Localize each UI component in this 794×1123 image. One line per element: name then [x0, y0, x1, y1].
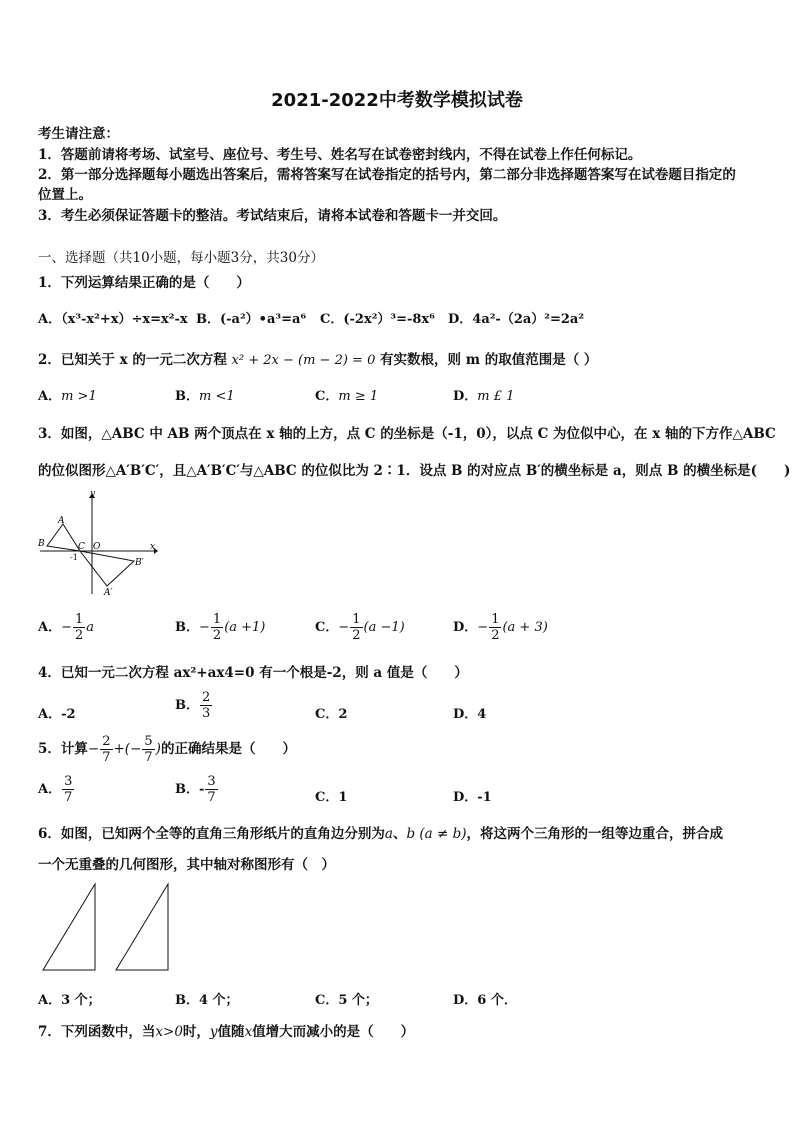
q2-option-c-label: C．: [315, 389, 339, 404]
q2-stem-post: 有实数根，则 m 的取值范围是（ ）: [380, 352, 598, 368]
right-triangle-1: [43, 884, 95, 970]
q3-c-den: 2: [352, 628, 361, 643]
q5-b-num: 3: [207, 774, 216, 789]
page-title: 2021-2022中考数学模拟试卷: [271, 90, 523, 111]
q5-stem: [38, 734, 296, 765]
q4-b-den: 3: [202, 706, 211, 721]
q7-x: x: [244, 1024, 253, 1040]
notice-item-3: 3．考生必须保证答题卡的整洁。考试结束后，请将本试卷和答题卡一并交回。: [38, 208, 507, 224]
notice-item-2-cont: 位置上。: [38, 187, 92, 203]
q5-option-d: D．-1: [453, 790, 492, 805]
q4-option-d: D．4: [453, 707, 487, 722]
q4-option-a: A．-2: [38, 707, 76, 722]
q5-d2: 7: [144, 750, 153, 765]
q6-stem-line2: 一个无重叠的几何图形，其中轴对称图形有（ ）: [38, 857, 335, 873]
q5-option-b: [175, 774, 219, 805]
q3-b-den: 2: [212, 628, 222, 643]
q1-stem: 1．下列运算结果正确的是（ ）: [38, 275, 250, 291]
q3-option-b-label: B．: [175, 620, 199, 635]
q5-plus: +(−: [113, 741, 142, 757]
q5-d1: 7: [102, 750, 111, 765]
q5-close: ): [155, 741, 161, 757]
right-triangle-2: [116, 884, 168, 970]
q6-line1-post: ，将这两个三角形的一组等边重合，拼合成: [466, 826, 724, 842]
q3-b-minus: −: [199, 620, 210, 635]
q4-stem: 4．已知一元二次方程 ax²+ax4=0 有一个根是-2，则 a 值是（ ）: [38, 665, 468, 681]
label-o: O: [93, 542, 101, 552]
q2-stem: [38, 348, 597, 368]
triangle-abc: [47, 524, 80, 551]
label-bp: B′: [135, 558, 144, 568]
q6-option-c: C．5 个；: [315, 993, 378, 1008]
q3-a-minus: −: [61, 620, 72, 635]
q3-option-b: [175, 612, 265, 643]
q6-line1-pre: 6．如图，已知两个全等的直角三角形纸片的直角边分别为: [38, 826, 385, 842]
label-b: B: [38, 539, 45, 549]
q3-option-c-label: C．: [315, 620, 339, 635]
q4-b-num: 2: [202, 690, 211, 705]
section-heading: 一、选择题（共10小题，每小题3分，共30分）: [38, 250, 324, 266]
q5-b-den: 7: [207, 790, 216, 805]
label-c: C: [78, 542, 85, 552]
q5-n2: 5: [144, 734, 153, 749]
q3-d-minus: −: [477, 620, 489, 635]
q4-b-fraction: [200, 690, 212, 721]
q5-option-a-label: A．: [38, 782, 62, 797]
q6-figure: [38, 880, 178, 974]
q5-option-b-label: B．-: [175, 782, 205, 797]
q1-option-d: D．4a²-（2a）²=2a²: [448, 312, 585, 327]
q1-option-c: C．(-2x²）³=-8x⁶: [320, 312, 435, 327]
q7-mid2: 值随: [217, 1024, 245, 1040]
q6-option-a: A．3 个；: [38, 993, 101, 1008]
q3-figure: [36, 490, 160, 598]
q5-b-fraction: [205, 774, 217, 805]
label-y: y: [90, 490, 96, 499]
q4-option-b: [175, 690, 213, 721]
q1-option-b: B．(-a²）•a³=a⁶: [196, 312, 307, 327]
q1-option-a: A．（x³-x²+x）÷x=x²-x: [38, 312, 188, 327]
q5-a-num: 3: [64, 774, 73, 789]
q3-c-fraction: [350, 612, 362, 643]
q2-option-b: [175, 385, 235, 404]
q3-d-den: 2: [491, 628, 500, 643]
q7-y: y: [209, 1024, 218, 1040]
q3-a-fraction: [73, 612, 85, 643]
q2-option-d: [453, 385, 514, 404]
q2-option-a-label: A．: [38, 389, 62, 404]
label-a: A: [58, 516, 65, 526]
q6-option-b: B．4 个；: [175, 993, 239, 1008]
q2-option-a-text: m >1: [61, 389, 97, 404]
q5-frac-1: [100, 734, 112, 765]
q2-option-c-text: m ≥ 1: [338, 389, 379, 404]
q2-option-d-text: m £ 1: [477, 389, 515, 404]
q3-b-num: 1: [212, 612, 222, 627]
q5-a-den: 7: [64, 790, 73, 805]
q3-stem-line1: 3．如图，△ABC 中 AB 两个顶点在 x 轴的上方，点 C 的坐标是（-1，0），以点 C 为位似中心，在 x 轴的下方作△ABC: [38, 426, 776, 442]
q4-option-b-label: B．: [175, 698, 199, 713]
notice-heading: 考生请注意：: [38, 126, 119, 142]
q6-stem-line1: [38, 822, 723, 842]
q3-option-c-text: (a −1): [363, 620, 405, 635]
q3-a-den: 2: [75, 628, 84, 643]
q5-option-c: C．1: [315, 790, 348, 805]
q2-stem-pre: 2．已知关于 x 的一元二次方程: [38, 352, 227, 368]
q6-option-d: D．6 个．: [453, 993, 517, 1008]
q3-option-a-text: a: [86, 620, 95, 635]
q5-a-fraction: [62, 774, 74, 805]
q3-option-a-label: A．: [38, 620, 62, 635]
q3-option-c: [315, 612, 405, 643]
q3-c-num: 1: [352, 612, 361, 627]
q3-b-fraction: [211, 612, 223, 643]
q6-sep: 、: [392, 826, 407, 842]
q3-d-fraction: [489, 612, 501, 643]
q3-a-num: 1: [75, 612, 84, 627]
q3-option-d: [453, 612, 548, 643]
notice-item-1: 1．答题前请将考场、试室号、座位号、考生号、姓名写在试卷密封线内，不得在试卷上作任何标记。: [38, 147, 642, 163]
triangle-apbpcp: [80, 551, 134, 586]
q5-frac-2: [142, 734, 154, 765]
q3-d-num: 1: [491, 612, 500, 627]
q2-option-a: [38, 385, 97, 404]
label-ap: A′: [104, 588, 113, 598]
q7-mid: 时，: [182, 1024, 210, 1040]
q3-option-b-text: (a +1): [224, 620, 266, 635]
q6-math-a: a: [384, 826, 393, 842]
q4-option-c: C．2: [315, 707, 348, 722]
q3-option-a: [38, 612, 94, 643]
q2-option-d-label: D．: [453, 389, 478, 404]
q2-option-b-text: m <1: [199, 389, 235, 404]
q7-stem: [38, 1020, 414, 1040]
q2-option-c: [315, 385, 378, 404]
q7-post: 值增大而减小的是（ ）: [252, 1024, 415, 1040]
q5-stem-pre: 5．计算: [38, 741, 88, 757]
q2-equation: x² + 2x − (m − 2) = 0: [231, 353, 376, 368]
q6-math-b: b (a ≠ b): [406, 826, 467, 842]
q5-n1: 2: [102, 734, 111, 749]
notice-item-2: 2．第一部分选择题每小题选出答案后，需将答案写在试卷指定的括号内，第二部分非选择题答案写在试卷题目指定的: [38, 167, 736, 183]
q5-minus: −: [87, 741, 100, 757]
label-x: x: [150, 542, 156, 552]
q2-option-b-label: B．: [175, 389, 199, 404]
q3-c-minus: −: [338, 620, 350, 635]
q7-cond: x>0: [155, 1024, 183, 1040]
label-neg1: -1: [70, 553, 78, 562]
q3-option-d-text: (a + 3): [502, 620, 548, 635]
q3-stem-line2: 的位似图形△A′B′C′，且△A′B′C′与△ABC 的位似比为 2∶1．设点 B 的对应点 B′的横坐标是 a，则点 B 的横坐标是( ): [38, 463, 791, 479]
q3-option-d-label: D．: [453, 620, 478, 635]
q5-stem-post: 的正确结果是（ ）: [160, 741, 296, 757]
q5-option-a: [38, 774, 75, 805]
q7-pre: 7．下列函数中，当: [38, 1024, 156, 1040]
